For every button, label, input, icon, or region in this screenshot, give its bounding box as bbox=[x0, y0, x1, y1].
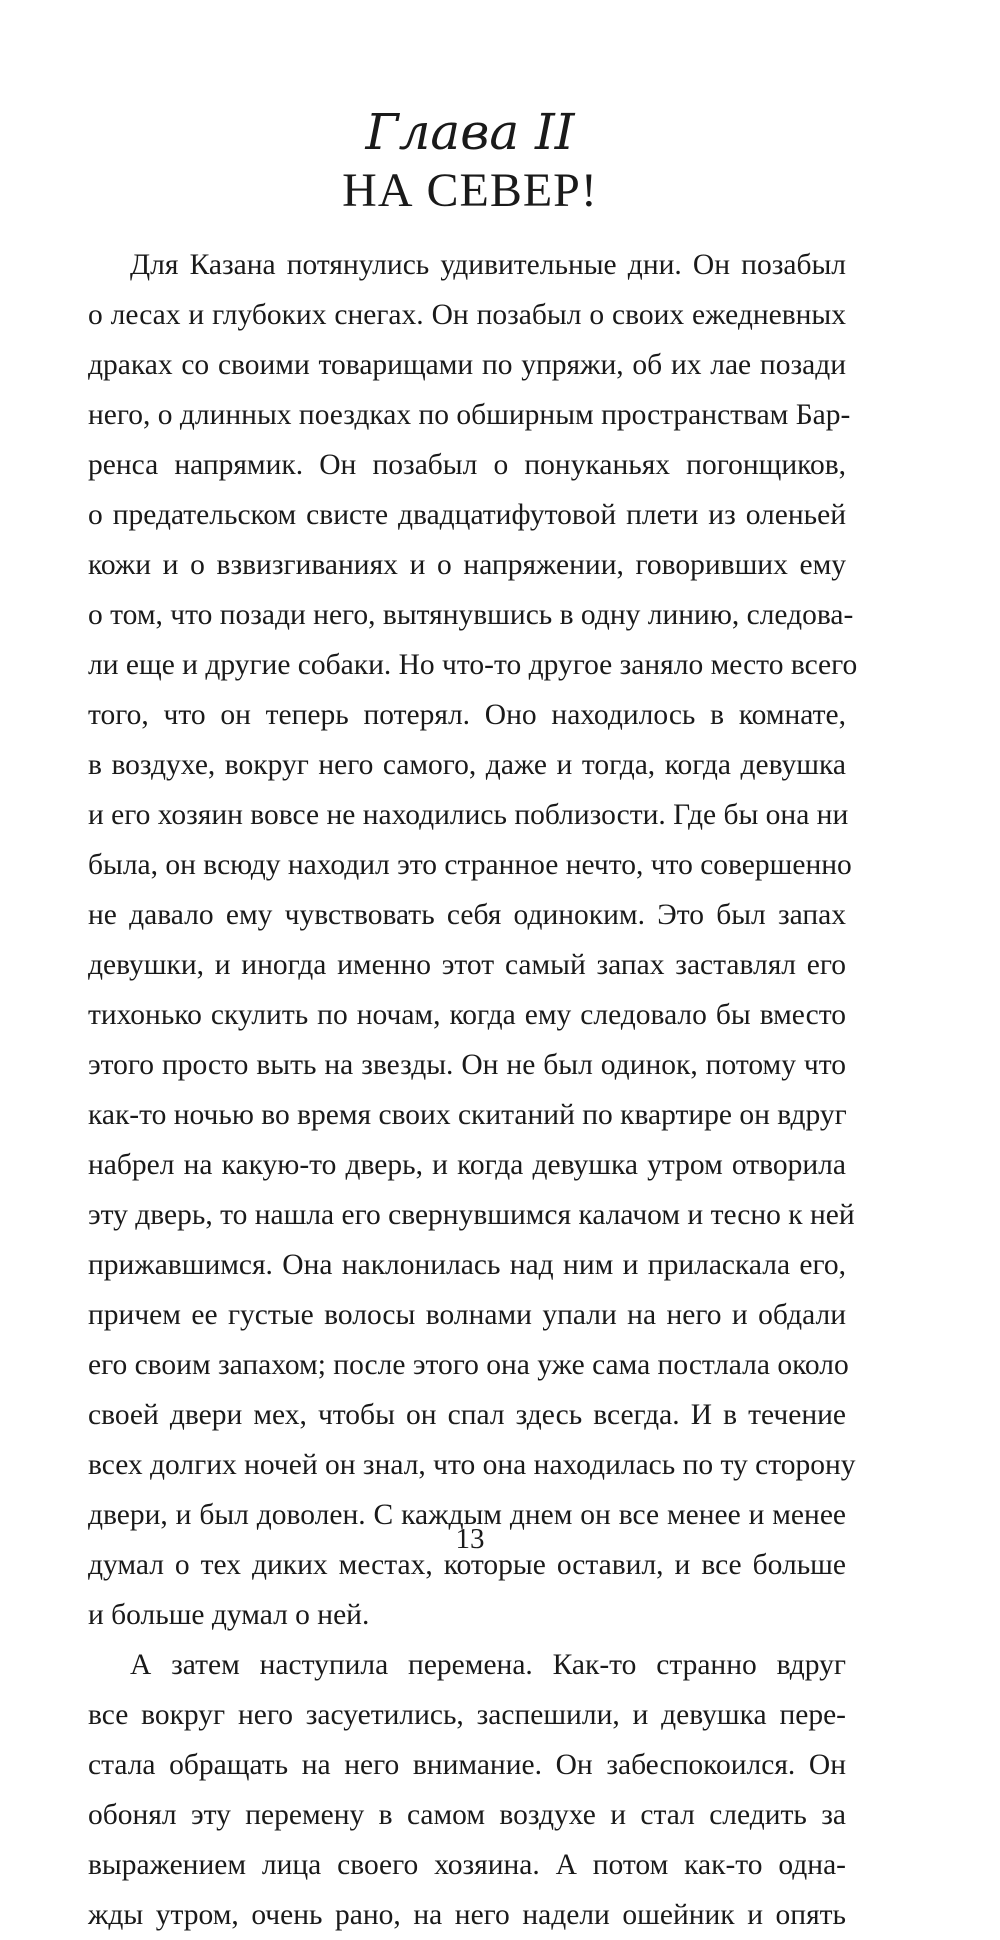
text-line: девушки, и иногда именно этот самый запах заставлял его bbox=[88, 949, 846, 981]
text-line: думал о тех диких местах, которые оставил, и все больше bbox=[88, 1549, 846, 1581]
text-line: тихонько скулить по ночам, когда ему следовало бы вместо bbox=[88, 999, 846, 1031]
text-line: в воздухе, вокруг него самого, даже и тогда, когда девушка bbox=[88, 749, 846, 781]
text-line: драках со своими товарищами по упряжи, об их лае позади bbox=[88, 349, 846, 381]
text-line: двери, и был доволен. С каждым днем он все менее и менее bbox=[88, 1499, 846, 1531]
text-line: Для Казана потянулись удивительные дни. Он позабыл bbox=[130, 249, 846, 281]
text-line: и его хозяин вовсе не находились поблизости. Где бы она ни bbox=[88, 799, 849, 831]
text-line: А затем наступила перемена. Как-то странно вдруг bbox=[130, 1649, 846, 1681]
text-line: его своим запахом; после этого она уже сама постлала около bbox=[88, 1349, 849, 1381]
paragraph bbox=[88, 1640, 846, 1940]
text-line: стала обращать на него внимание. Он забеспокоился. Он bbox=[88, 1749, 846, 1781]
text-line: выражением лица своего хозяина. А потом как-то одна- bbox=[88, 1849, 846, 1881]
text-line: жды утром, очень рано, на него надели ошейник и опять bbox=[88, 1899, 846, 1931]
text-line: этого просто выть на звезды. Он не был одинок, потому что bbox=[88, 1049, 846, 1081]
text-line: эту дверь, то нашла его свернувшимся калачом и тесно к ней bbox=[88, 1199, 855, 1231]
text-line: не давало ему чувствовать себя одиноким. Это был запах bbox=[88, 899, 846, 931]
text-line: о предательском свисте двадцатифутовой плети из оленьей bbox=[88, 499, 846, 531]
text-line: своей двери мех, чтобы он спал здесь всегда. И в течение bbox=[88, 1399, 846, 1431]
text-line: обонял эту перемену в самом воздухе и стал следить за bbox=[88, 1799, 846, 1831]
text-line: прижавшимся. Она наклонилась над ним и приласкала его, bbox=[88, 1249, 846, 1281]
text-line: набрел на какую-то дверь, и когда девушка утром отворила bbox=[88, 1149, 846, 1181]
text-line: как-то ночью во время своих скитаний по квартире он вдруг bbox=[88, 1099, 847, 1131]
text-line: причем ее густые волосы волнами упали на него и обдали bbox=[88, 1299, 846, 1331]
text-line: о лесах и глубоких снегах. Он позабыл о своих ежедневных bbox=[88, 299, 846, 331]
text-line: кожи и о взвизгиваниях и о напряжении, говоривших ему bbox=[88, 549, 846, 581]
text-line: того, что он теперь потерял. Оно находилось в комнате, bbox=[88, 699, 846, 731]
page-number: 13 bbox=[455, 1523, 485, 1555]
text-line: и больше думал о ней. bbox=[88, 1599, 370, 1631]
body-text bbox=[88, 240, 858, 1940]
text-line: о том, что позади него, вытянувшись в одну линию, следова- bbox=[88, 599, 854, 631]
chapter-label: Глава II bbox=[365, 103, 575, 161]
text-line: него, о длинных поездках по обширным пространствам Бар- bbox=[88, 399, 851, 431]
text-line: всех долгих ночей он знал, что она находилась по ту сторону bbox=[88, 1449, 856, 1481]
chapter-title: НА СЕВЕР! bbox=[342, 164, 598, 217]
text-line: все вокруг него засуетились, заспешили, и девушка пере- bbox=[88, 1699, 846, 1731]
paragraph bbox=[88, 240, 858, 1640]
text-line: ренса напрямик. Он позабыл о понуканьях погонщиков, bbox=[88, 449, 846, 481]
text-line: была, он всюду находил это странное нечто, что совершенно bbox=[88, 849, 852, 881]
text-line: ли еще и другие собаки. Но что-то другое заняло место всего bbox=[88, 649, 858, 681]
